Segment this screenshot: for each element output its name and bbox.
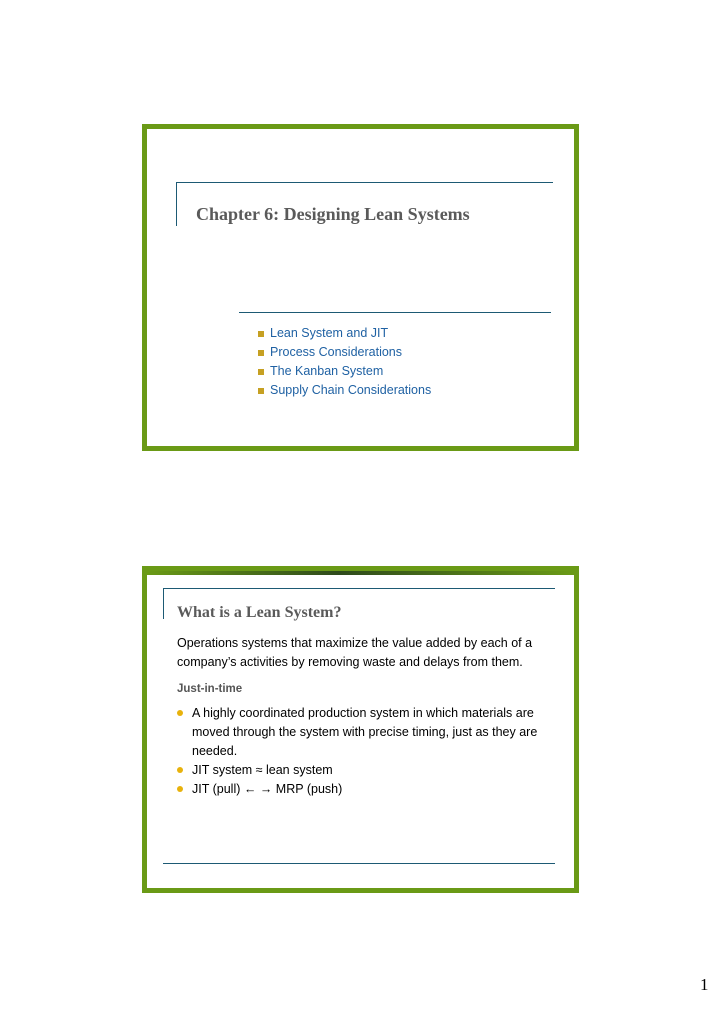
bullet-text: A highly coordinated production system in which materials are moved through the system with precise timing, just as they are needed.	[192, 706, 538, 758]
topic-label: The Kanban System	[270, 364, 384, 378]
square-bullet-icon	[258, 350, 264, 356]
square-bullet-icon	[258, 388, 264, 394]
topic-item	[258, 381, 431, 400]
topic-item	[258, 343, 431, 362]
square-bullet-icon	[258, 331, 264, 337]
topic-list	[258, 324, 431, 400]
title-top-rule	[163, 588, 555, 589]
bullet-text: JIT (pull) ← → MRP (push)	[192, 782, 343, 796]
subheading: Just-in-time	[177, 683, 243, 695]
bullet-item	[177, 761, 557, 780]
topic-label: Lean System and JIT	[270, 326, 389, 340]
slide-1-title: Chapter 6: Designing Lean Systems	[196, 204, 470, 224]
dot-bullet-icon	[177, 710, 183, 716]
topic-label: Supply Chain Considerations	[270, 383, 432, 397]
topic-item	[258, 362, 431, 381]
topic-item	[258, 324, 431, 343]
bottom-rule	[163, 863, 555, 864]
title-left-rule	[176, 182, 177, 226]
title-left-rule	[163, 588, 164, 619]
page-number: 1	[700, 975, 709, 994]
dot-bullet-icon	[177, 767, 183, 773]
bullet-list	[177, 704, 557, 799]
slide-1	[142, 124, 579, 451]
slide-2	[142, 566, 579, 893]
dot-bullet-icon	[177, 786, 183, 792]
square-bullet-icon	[258, 369, 264, 375]
subtitle-rule	[239, 312, 551, 313]
topic-label: Process Considerations	[270, 345, 403, 359]
definition-text: Operations systems that maximize the value added by each of a company’s activities by removing waste and delays from them.	[177, 636, 533, 669]
title-top-rule	[176, 182, 553, 183]
bullet-item	[177, 780, 557, 799]
slide-2-title: What is a Lean System?	[177, 604, 342, 621]
slide-top-bar	[147, 571, 574, 575]
bullet-item	[177, 704, 557, 761]
bullet-text: JIT system ≈ lean system	[192, 763, 333, 777]
